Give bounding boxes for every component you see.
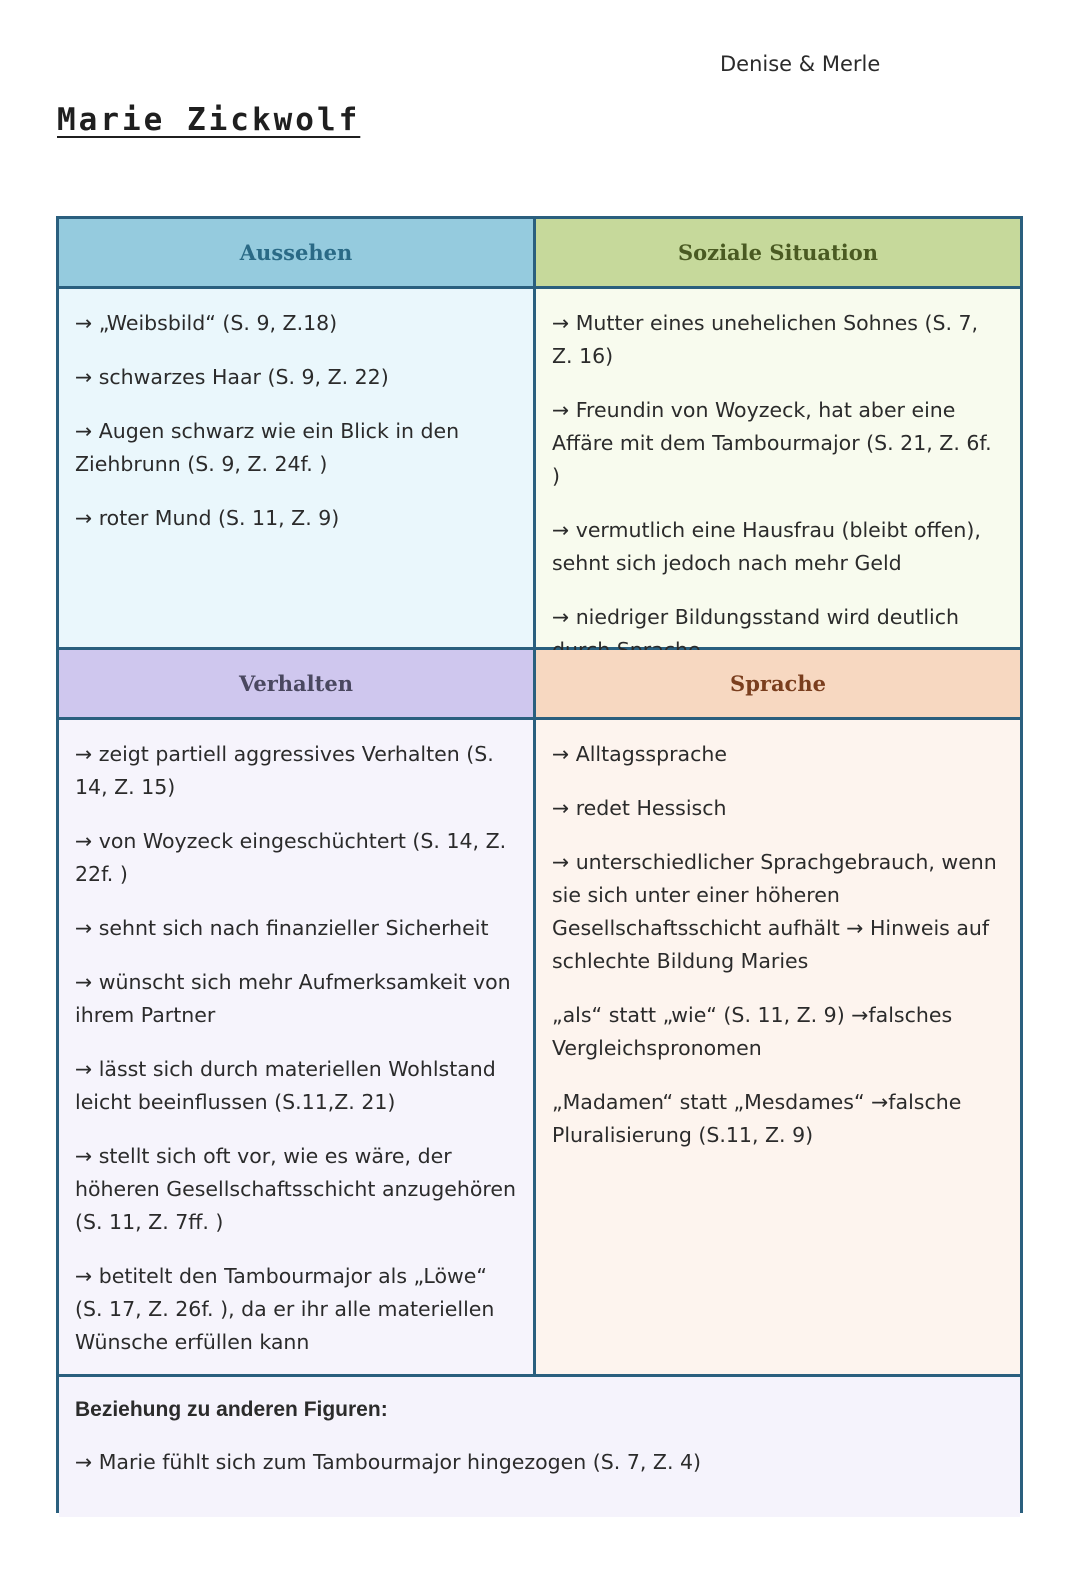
list-item: → unterschiedlicher Sprachgebrauch, wenn sie sich unter einer höheren Gesellschaftsschicht aufhält → Hinweis auf schlechte Bildung Maries bbox=[552, 850, 997, 973]
aussehen-cell bbox=[59, 289, 536, 650]
list-item: → vermutlich eine Hausfrau (bleibt offen), sehnt sich jedoch nach mehr Geld bbox=[552, 518, 981, 575]
character-table bbox=[56, 216, 1023, 1513]
sprache-heading: Sprache bbox=[536, 650, 1020, 720]
top-row bbox=[59, 219, 1020, 650]
soziale-situation-cell bbox=[536, 289, 1020, 650]
list-item: → lässt sich durch materiellen Wohlstand leicht beeinflussen (S.11,Z. 21) bbox=[75, 1057, 496, 1114]
list-item: → „Weibsbild“ (S. 9, Z.18) bbox=[75, 311, 338, 335]
list-item: → redet Hessisch bbox=[552, 796, 727, 820]
list-item: → niedriger Bildungsstand wird deutlich bbox=[552, 605, 960, 629]
list-item: → betitelt den Tambourmajor als „Löwe“ (S. 17, Z. 26f. ), da er ihr alle materiellen Wünsche erfüllen kann bbox=[75, 1264, 495, 1354]
verhalten-cell bbox=[59, 720, 536, 1377]
beziehung-section bbox=[59, 1377, 1020, 1517]
page-title: Marie Zickwolf bbox=[57, 102, 361, 138]
list-item: → Freundin von Woyzeck, hat aber eine Affäre mit dem Tambourmajor (S. 21, Z. 6f. ) bbox=[552, 398, 992, 488]
list-item: → Mutter eines unehelichen Sohnes (S. 7, Z. 16) bbox=[552, 311, 979, 368]
list-item: → zeigt partiell aggressives Verhalten (S. 14, Z. 15) bbox=[75, 742, 494, 799]
list-item: → roter Mund (S. 11, Z. 9) bbox=[75, 506, 340, 530]
list-item: → Marie fühlt sich zum Tambourmajor hingezogen (S. 7, Z. 4) bbox=[75, 1450, 702, 1474]
list-item: → Augen schwarz wie ein Blick in den Ziehbrunn (S. 9, Z. 24f. ) bbox=[75, 419, 460, 476]
soziale-situation-heading: Soziale Situation bbox=[536, 219, 1020, 289]
aussehen-heading: Aussehen bbox=[59, 219, 536, 289]
sprache-cell bbox=[536, 720, 1020, 1377]
list-item: → schwarzes Haar (S. 9, Z. 22) bbox=[75, 365, 389, 389]
beziehung-heading: Beziehung zu anderen Figuren: bbox=[75, 1398, 388, 1421]
list-item: → wünscht sich mehr Aufmerksamkeit von ihrem Partner bbox=[75, 970, 511, 1027]
list-item: → sehnt sich nach finanzieller Sicherheit bbox=[75, 916, 489, 940]
list-item: → stellt sich oft vor, wie es wäre, der höheren Gesellschaftsschicht anzugehören (S. 11, Z. 7ff. ) bbox=[75, 1144, 517, 1234]
list-item: → Alltagssprache bbox=[552, 742, 727, 766]
authors: Denise & Merle bbox=[720, 52, 881, 76]
list-item: „als“ statt „wie“ (S. 11, Z. 9) →falsches Vergleichspronomen bbox=[552, 1003, 953, 1060]
list-item: „Madamen“ statt „Mesdames“ →falsche Pluralisierung (S.11, Z. 9) bbox=[552, 1090, 962, 1147]
list-item: → von Woyzeck eingeschüchtert (S. 14, Z. 22f. ) bbox=[75, 829, 507, 886]
middle-row bbox=[59, 650, 1020, 1377]
verhalten-heading: Verhalten bbox=[59, 650, 536, 720]
